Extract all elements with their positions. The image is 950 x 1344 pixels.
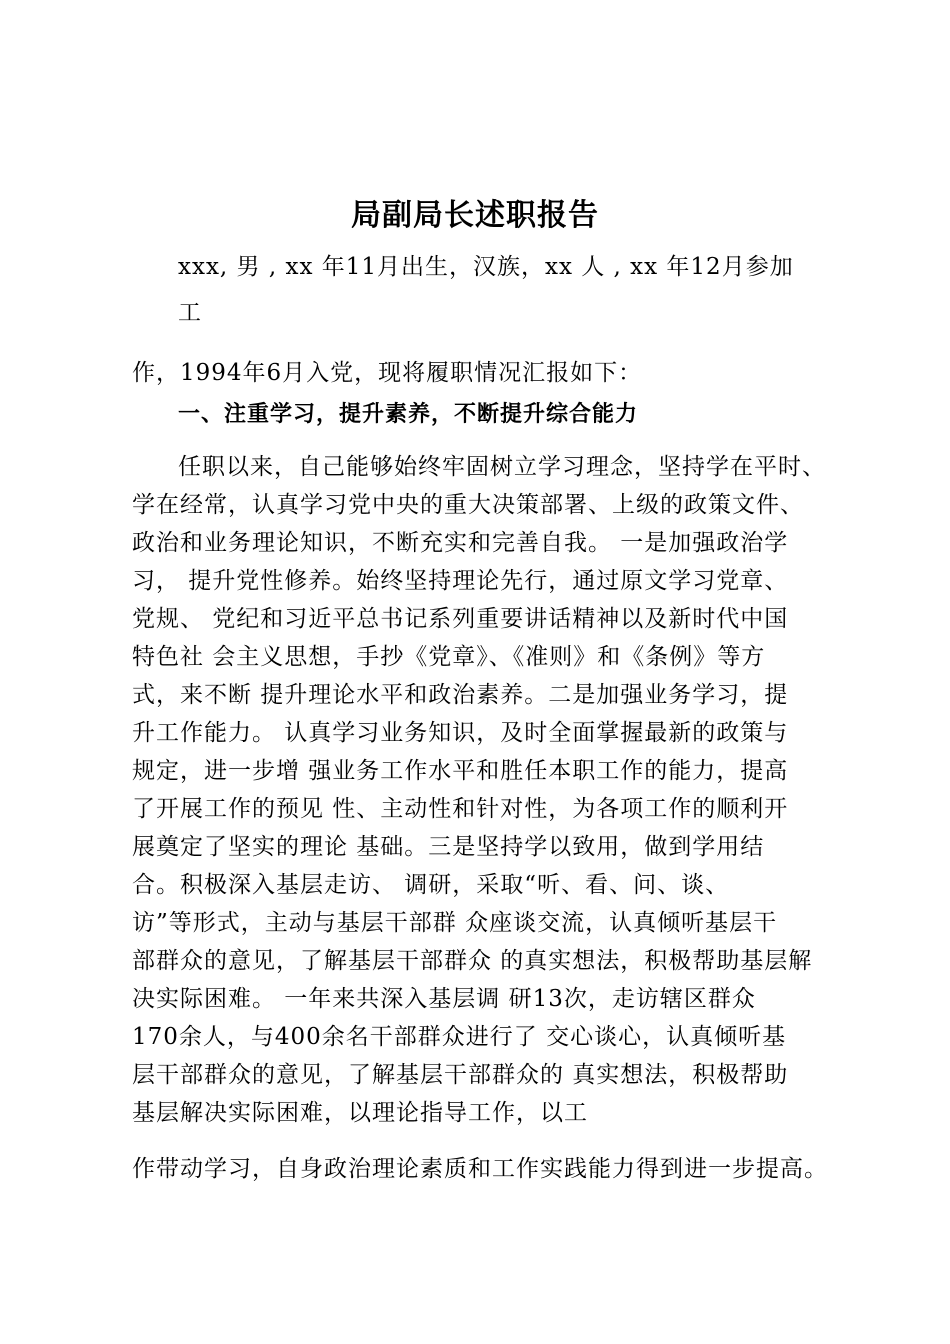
document-title: 局副局长述职报告 (351, 198, 599, 233)
paragraph-line: 特色社 会主义思想，手抄《党章》、《准则》和《条例》等方 (132, 644, 766, 670)
paragraph-line: 升工作能力。 认真学习业务知识，及时全面掌握最新的政策与 (132, 720, 789, 746)
paragraph-line: 展奠定了坚实的理论 基础。三是坚持学以致用，做到学用结 (132, 834, 765, 860)
paragraph-line: 党规、 党纪和习近平总书记系列重要讲话精神以及新时代中国 (132, 606, 789, 632)
paragraph-line: 政治和业务理论知识，不断充实和完善自我。 一是加强政治学 (132, 530, 789, 556)
paragraph-line: 式，来不断 提升理论水平和政治素养。二是加强业务学习，提 (132, 682, 789, 708)
paragraph-line: 作带动学习，自身政治理论素质和工作实践能力得到进一步提高。 (132, 1156, 828, 1182)
paragraph-line: 了开展工作的预见 性、主动性和针对性，为各项工作的顺利开 (132, 796, 789, 822)
paragraph-line: 基层解决实际困难，以理论指导工作，以工 (132, 1100, 588, 1126)
paragraph-line: 合。积极深入基层走访、 调研，采取“听、看、问、谈、 (132, 872, 730, 898)
paragraph-line: 规定，进一步增 强业务工作水平和胜任本职工作的能力，提高 (132, 758, 789, 784)
paragraph-line: 决实际困难。 一年来共深入基层调 研13次，走访辖区群众 (132, 986, 756, 1012)
intro-line: 作，1994年6月入党，现将履职情况汇报如下： (132, 360, 643, 386)
paragraph-line: 访”等形式，主动与基层干部群 众座谈交流，认真倾听基层干 (132, 910, 778, 936)
intro-line: 工 (178, 300, 202, 326)
paragraph-line: 学在经常，认真学习党中央的重大决策部署、上级的政策文件、 (132, 492, 804, 518)
paragraph-line: 部群众的意见，了解基层干部群众 的真实想法，积极帮助基层解 (132, 948, 813, 974)
paragraph-line: 层干部群众的意见，了解基层干部群众的 真实想法，积极帮助 (132, 1062, 789, 1088)
paragraph-line: 习， 提升党性修养。始终坚持理论先行，通过原文学习党章、 (132, 568, 789, 594)
paragraph-line: 任职以来，自己能够始终牢固树立学习理念，坚持学在平时、 (178, 454, 826, 480)
intro-line: xxx, 男 , xx 年11月出生，汉族，xx 人 , xx 年12月参加 (178, 254, 794, 280)
section-heading: 一、注重学习，提升素养，不断提升综合能力 (178, 402, 639, 427)
paragraph-line: 170余人，与400余名干部群众进行了 交心谈心，认真倾听基 (132, 1024, 787, 1050)
